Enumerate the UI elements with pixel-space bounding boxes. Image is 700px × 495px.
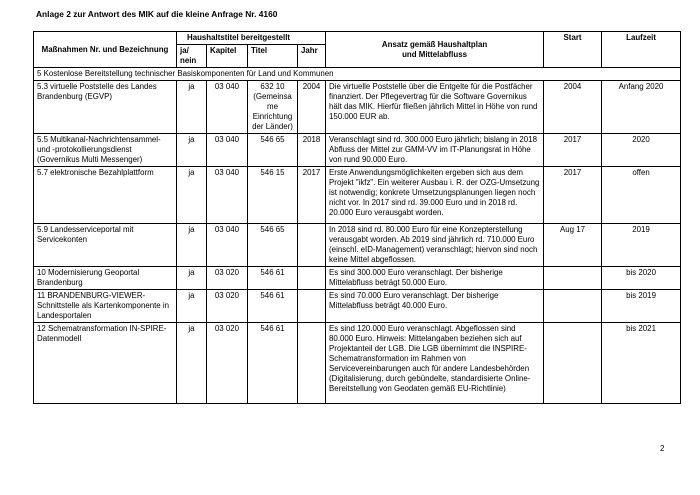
cell-start [544, 323, 602, 404]
cell-start: 2004 [544, 81, 602, 134]
cell-ansatz: Es sind 300.000 Euro veranschlagt. Der bisherige Mittelabfluss beträgt 50.000 Euro. [326, 267, 544, 290]
table-row [34, 167, 681, 224]
cell-ja-nein: ja [177, 81, 207, 134]
page-number: 2 [660, 444, 665, 453]
cell-ansatz: Die virtuelle Poststelle über die Entgelte für die Postfächer finanziert. Der Pflegevertrag für die Software Governikus hält das MIK. Hierfür fließen jährlich Mittel in Höhe von rund 150.000 EUR ab. [326, 81, 544, 134]
cell-jahr: 2004 [298, 81, 326, 134]
cell-kapitel: 03 040 [207, 134, 248, 167]
header-ansatz [326, 32, 544, 68]
header-ansatz-line2: und Mittelabfluss [402, 49, 467, 59]
cell-titel: 546 61 [248, 267, 298, 290]
section-title: 5 Kostenlose Bereitstellung technischer Basiskomponenten für Land und Kommunen [34, 68, 681, 81]
cell-ja-nein: ja [177, 323, 207, 404]
header-laufzeit: Laufzeit [602, 32, 681, 68]
cell-ja-nein: ja [177, 224, 207, 267]
cell-start: 2017 [544, 167, 602, 224]
cell-kapitel: 03 040 [207, 224, 248, 267]
cell-massnahme: 12 Schematransformation IN-SPIRE-Datenmodell [34, 323, 177, 404]
cell-jahr: 2018 [298, 134, 326, 167]
cell-massnahme: 10 Modernisierung Geoportal Brandenburg [34, 267, 177, 290]
cell-kapitel: 03 020 [207, 323, 248, 404]
header-jahr: Jahr [298, 45, 326, 68]
cell-jahr [298, 323, 326, 404]
header-titel: Titel [248, 45, 298, 68]
cell-ansatz: In 2018 sind rd. 80.000 Euro für eine Konzepterstellung verausgabt worden. Ab 2019 sind jährlich rd. 710.000 Euro (einschl. eID-Management) veranschlagt; hiervon sind noch keine Mittel abgeflossen. [326, 224, 544, 267]
cell-titel: 546 65 [248, 224, 298, 267]
cell-kapitel: 03 040 [207, 81, 248, 134]
header-ansatz-line1: Ansatz gemäß Haushaltplan [381, 39, 488, 49]
cell-start [544, 290, 602, 323]
table-row [34, 81, 681, 134]
cell-laufzeit: bis 2019 [602, 290, 681, 323]
table-row [34, 323, 681, 404]
cell-jahr [298, 290, 326, 323]
cell-laufzeit: bis 2021 [602, 323, 681, 404]
cell-kapitel: 03 040 [207, 167, 248, 224]
document-heading: Anlage 2 zur Antwort des MIK auf die kleine Anfrage Nr. 4160 [36, 9, 278, 19]
cell-ja-nein: ja [177, 267, 207, 290]
cell-ansatz: Es sind 120.000 Euro veranschlagt. Abgeflossen sind 80.000 Euro. Hinweis: Mittelangaben beziehen sich auf Projektanteil der LGB. Die LGB übernimmt die INSPIRE-Schematransformation im Rahmen von Servicevereinbarungen auch für andere Landesbehörden (Digitalisierung, durch gebündelte, standardisierte Online-Bereitstellung von Geodaten gemäß EU-Richtlinie) [326, 323, 544, 404]
cell-titel: 632 10 (Gemeinsa me Einrichtung der Länder) [248, 81, 298, 134]
table-row [34, 224, 681, 267]
cell-jahr [298, 267, 326, 290]
cell-ansatz: Erste Anwendungsmöglichkeiten ergeben sich aus dem Projekt "ikfz". Ein weiterer Ausbau i. R. der OZG-Umsetzung ist notwendig; konkrete Umsetzungsplanungen liegen noch nicht vor. In 2017 sind rd. 39.000 Euro und in 2018 rd. 20.000 Euro verausgabt worden. [326, 167, 544, 224]
cell-massnahme: 11 BRANDENBURG-VIEWER-Schnittstelle als Kartenkomponente in Landesportalen [34, 290, 177, 323]
cell-laufzeit: offen [602, 167, 681, 224]
cell-massnahme: 5.9 Landesserviceportal mit Servicekonten [34, 224, 177, 267]
cell-start: Aug 17 [544, 224, 602, 267]
header-row-group [34, 32, 681, 45]
table-row [34, 290, 681, 323]
cell-ja-nein: ja [177, 290, 207, 323]
cell-massnahme: 5.3 virtuelle Poststelle des Landes Brandenburg (EGVP) [34, 81, 177, 134]
measures-table [33, 31, 681, 404]
header-start: Start [544, 32, 602, 68]
table-row [34, 267, 681, 290]
cell-kapitel: 03 020 [207, 267, 248, 290]
header-ja-nein: ja/ nein [177, 45, 207, 68]
table-row [34, 134, 681, 167]
cell-ja-nein: ja [177, 134, 207, 167]
cell-start: 2017 [544, 134, 602, 167]
cell-ja-nein: ja [177, 167, 207, 224]
cell-massnahme: 5.7 elektronische Bezahlplattform [34, 167, 177, 224]
cell-ansatz: Es sind 70.000 Euro veranschlagt. Der bisherige Mittelabfluss beträgt 40.000 Euro. [326, 290, 544, 323]
cell-titel: 546 15 [248, 167, 298, 224]
cell-laufzeit: Anfang 2020 [602, 81, 681, 134]
header-kapitel: Kapitel [207, 45, 248, 68]
cell-laufzeit: 2020 [602, 134, 681, 167]
header-massnahmen: Maßnahmen Nr. und Bezeichnung [34, 32, 177, 68]
cell-titel: 546 61 [248, 290, 298, 323]
cell-start [544, 267, 602, 290]
cell-kapitel: 03 020 [207, 290, 248, 323]
cell-jahr [298, 224, 326, 267]
cell-laufzeit: bis 2020 [602, 267, 681, 290]
section-row [34, 68, 681, 81]
cell-massnahme: 5.5 Multikanal-Nachrichtensammel- und -protokollierungsdienst (Governikus Multi Messenger) [34, 134, 177, 167]
header-haushaltstitel: Haushaltstitel bereitgestellt [177, 32, 326, 45]
cell-laufzeit: 2019 [602, 224, 681, 267]
cell-jahr: 2017 [298, 167, 326, 224]
cell-ansatz: Veranschlagt sind rd. 300.000 Euro jährlich; bislang in 2018 Abfluss der Mittel zur GMM-VV im IT-Planungsrat in Höhe von rund 90.000 Euro. [326, 134, 544, 167]
cell-titel: 546 65 [248, 134, 298, 167]
cell-titel: 546 61 [248, 323, 298, 404]
